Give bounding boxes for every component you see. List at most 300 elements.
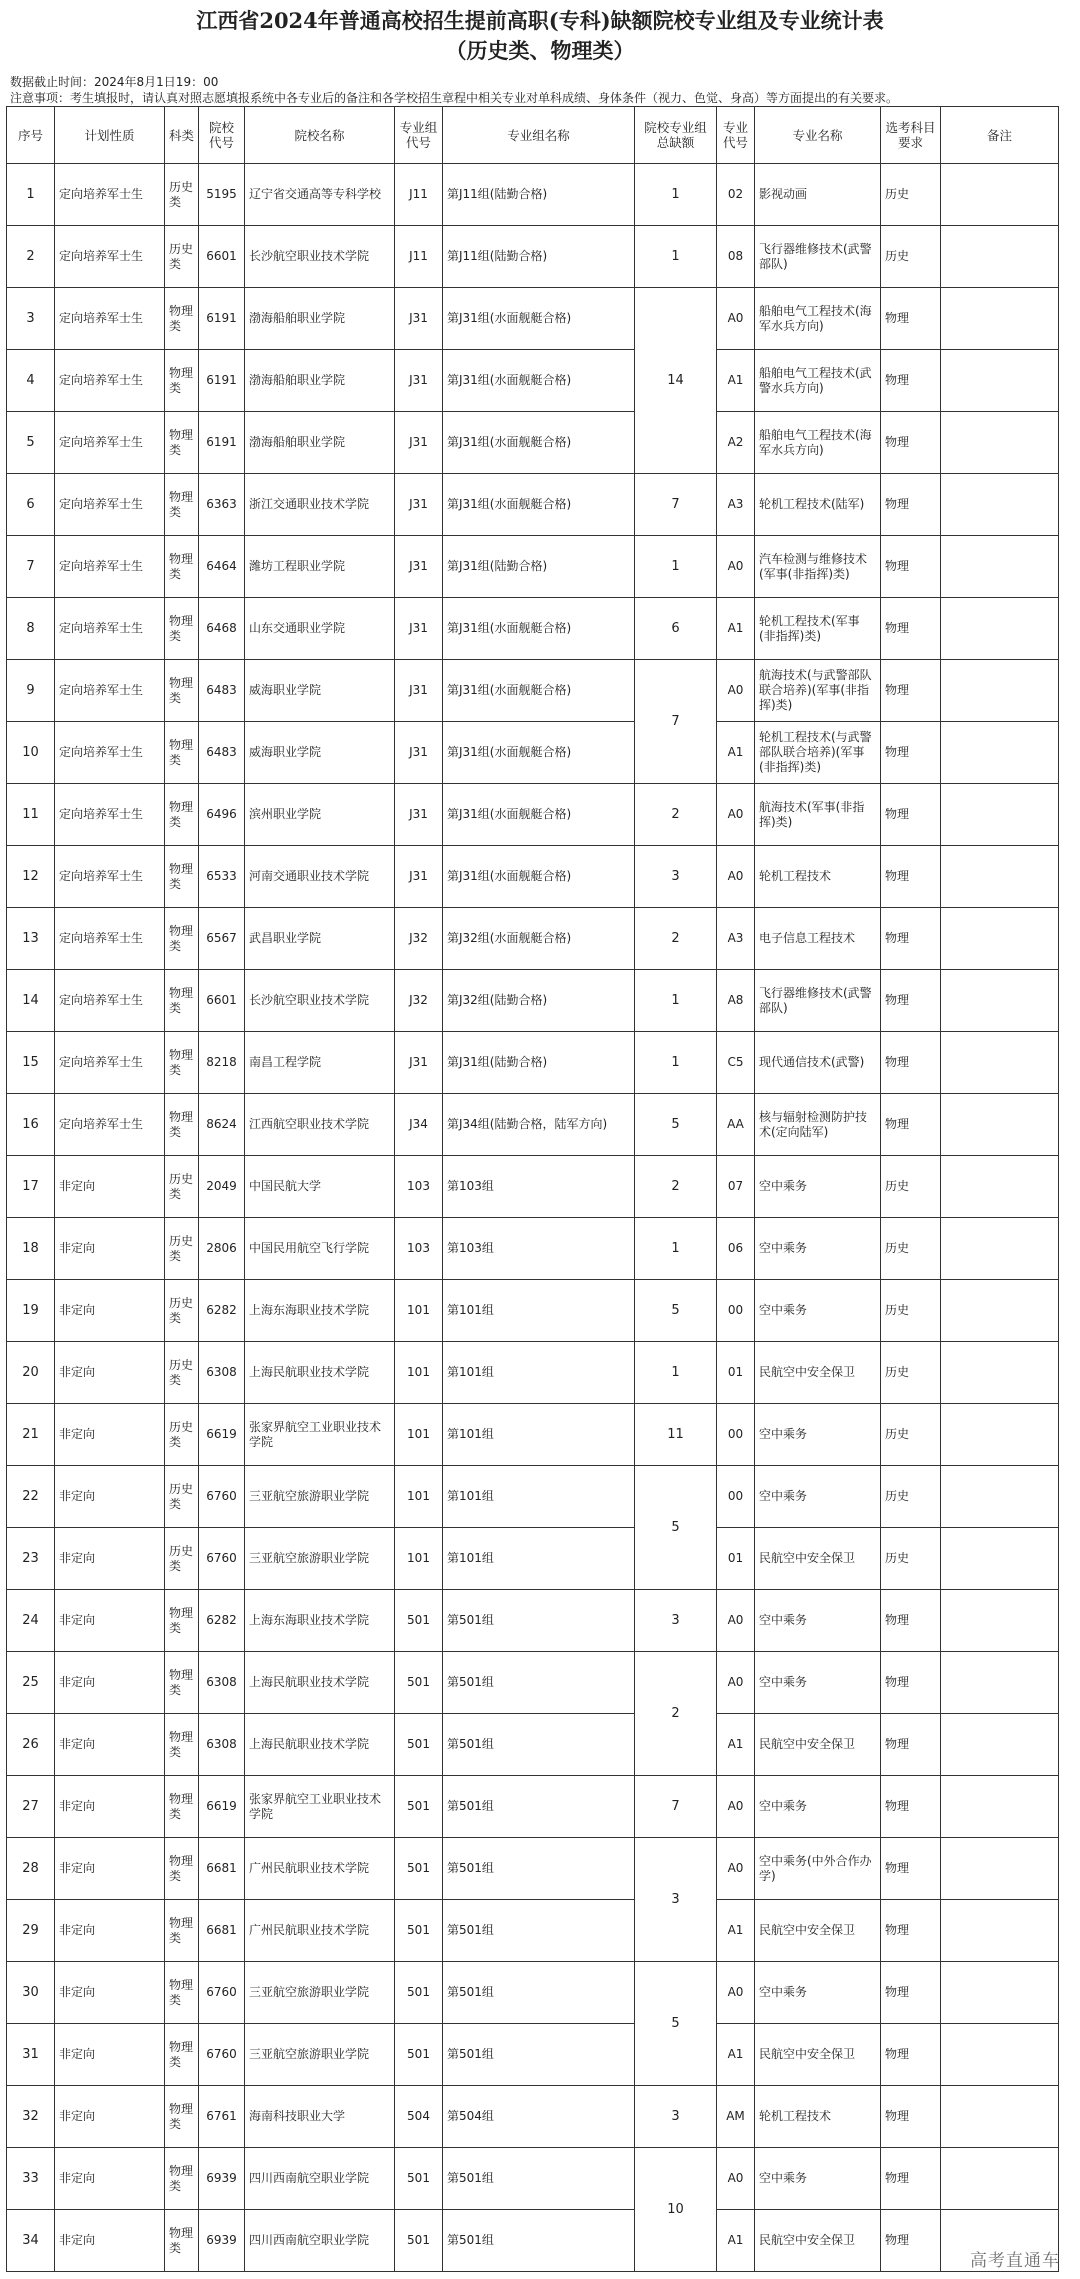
group-vacancy-cell: 6: [635, 598, 717, 660]
group-code-cell: J31: [395, 722, 443, 784]
school-name-cell: 中国民用航空飞行学院: [245, 1218, 395, 1280]
subject-category-cell: 历史类: [165, 1156, 199, 1218]
header-school-code: 院校代号: [199, 107, 245, 164]
major-name-cell: 民航空中安全保卫: [755, 2024, 881, 2086]
school-name-cell: 武昌职业学院: [245, 908, 395, 970]
group-name-cell: 第103组: [443, 1218, 635, 1280]
remarks-cell: [941, 350, 1059, 412]
school-code-cell: 8218: [199, 1032, 245, 1094]
plan-type-cell: 非定向: [55, 1900, 165, 1962]
row-index-cell: 27: [7, 1776, 55, 1838]
group-name-cell: 第501组: [443, 1714, 635, 1776]
major-code-cell: A0: [717, 1962, 755, 2024]
header-group-name: 专业组名称: [443, 107, 635, 164]
header-remarks: 备注: [941, 107, 1059, 164]
major-name-cell: 飞行器维修技术(武警部队): [755, 226, 881, 288]
group-code-cell: J31: [395, 412, 443, 474]
group-name-cell: 第J31组(陆勤合格): [443, 1032, 635, 1094]
subject-requirement-cell: 历史: [881, 1466, 941, 1528]
header-subject-requirement: 选考科目要求: [881, 107, 941, 164]
major-code-cell: A1: [717, 598, 755, 660]
group-code-cell: 101: [395, 1280, 443, 1342]
row-index-cell: 8: [7, 598, 55, 660]
table-row: [7, 2148, 1059, 2210]
school-name-cell: 河南交通职业技术学院: [245, 846, 395, 908]
subject-category-cell: 物理类: [165, 412, 199, 474]
school-name-cell: 山东交通职业学院: [245, 598, 395, 660]
major-code-cell: A0: [717, 846, 755, 908]
major-code-cell: A0: [717, 288, 755, 350]
major-code-cell: A1: [717, 2210, 755, 2272]
row-index-cell: 29: [7, 1900, 55, 1962]
plan-type-cell: 定向培养军士生: [55, 1032, 165, 1094]
subject-category-cell: 物理类: [165, 598, 199, 660]
major-name-cell: 空中乘务: [755, 1280, 881, 1342]
major-name-cell: 空中乘务: [755, 1590, 881, 1652]
major-name-cell: 民航空中安全保卫: [755, 1714, 881, 1776]
subject-requirement-cell: 历史: [881, 164, 941, 226]
major-name-cell: 空中乘务: [755, 1404, 881, 1466]
plan-type-cell: 定向培养军士生: [55, 908, 165, 970]
major-code-cell: A1: [717, 722, 755, 784]
table-row: [7, 598, 1059, 660]
group-vacancy-cell: 5: [635, 1466, 717, 1590]
watermark-text: 高考直通车: [970, 2251, 1060, 2271]
table-row: [7, 722, 1059, 784]
plan-type-cell: 定向培养军士生: [55, 598, 165, 660]
group-code-cell: J31: [395, 784, 443, 846]
title-line-2: （历史类、物理类）: [445, 38, 635, 63]
subject-requirement-cell: 物理: [881, 1714, 941, 1776]
header-subject-category: 科类: [165, 107, 199, 164]
row-index-cell: 31: [7, 2024, 55, 2086]
major-code-cell: 06: [717, 1218, 755, 1280]
plan-type-cell: 非定向: [55, 1652, 165, 1714]
group-vacancy-cell: 1: [635, 536, 717, 598]
table-row: [7, 1156, 1059, 1218]
group-name-cell: 第J11组(陆勤合格): [443, 164, 635, 226]
remarks-cell: [941, 1466, 1059, 1528]
plan-type-cell: 定向培养军士生: [55, 412, 165, 474]
group-name-cell: 第J31组(水面舰艇合格): [443, 660, 635, 722]
major-code-cell: 08: [717, 226, 755, 288]
plan-type-cell: 定向培养军士生: [55, 350, 165, 412]
group-name-cell: 第J11组(陆勤合格): [443, 226, 635, 288]
subject-category-cell: 物理类: [165, 2024, 199, 2086]
major-name-cell: 民航空中安全保卫: [755, 1528, 881, 1590]
subject-requirement-cell: 物理: [881, 1838, 941, 1900]
major-code-cell: A3: [717, 474, 755, 536]
row-index-cell: 33: [7, 2148, 55, 2210]
subject-requirement-cell: 物理: [881, 536, 941, 598]
school-name-cell: 中国民航大学: [245, 1156, 395, 1218]
subject-requirement-cell: 物理: [881, 1776, 941, 1838]
subject-category-cell: 物理类: [165, 970, 199, 1032]
header-group-vacancy: 院校专业组总缺额: [635, 107, 717, 164]
row-index-cell: 34: [7, 2210, 55, 2272]
subject-requirement-cell: 物理: [881, 722, 941, 784]
table-row: [7, 1404, 1059, 1466]
school-name-cell: 三亚航空旅游职业学院: [245, 1528, 395, 1590]
plan-type-cell: 定向培养军士生: [55, 474, 165, 536]
row-index-cell: 5: [7, 412, 55, 474]
school-name-cell: 上海民航职业技术学院: [245, 1652, 395, 1714]
school-code-cell: 6619: [199, 1776, 245, 1838]
subject-requirement-cell: 物理: [881, 1094, 941, 1156]
major-name-cell: 空中乘务: [755, 1776, 881, 1838]
table-row: [7, 1528, 1059, 1590]
row-index-cell: 9: [7, 660, 55, 722]
school-code-cell: 6191: [199, 350, 245, 412]
stats-table: [6, 106, 1059, 2272]
group-vacancy-cell: 1: [635, 226, 717, 288]
group-code-cell: J32: [395, 908, 443, 970]
group-name-cell: 第J32组(陆勤合格): [443, 970, 635, 1032]
group-code-cell: J31: [395, 288, 443, 350]
subject-category-cell: 物理类: [165, 908, 199, 970]
school-name-cell: 上海东海职业技术学院: [245, 1590, 395, 1652]
plan-type-cell: 非定向: [55, 1838, 165, 1900]
remarks-cell: [941, 1590, 1059, 1652]
group-name-cell: 第J31组(水面舰艇合格): [443, 288, 635, 350]
group-code-cell: 103: [395, 1218, 443, 1280]
major-name-cell: 汽车检测与维修技术(军事(非指挥)类): [755, 536, 881, 598]
remarks-cell: [941, 2024, 1059, 2086]
subject-category-cell: 物理类: [165, 1714, 199, 1776]
subject-category-cell: 历史类: [165, 1404, 199, 1466]
group-code-cell: 501: [395, 2210, 443, 2272]
subject-category-cell: 物理类: [165, 1652, 199, 1714]
row-index-cell: 26: [7, 1714, 55, 1776]
plan-type-cell: 非定向: [55, 1342, 165, 1404]
group-vacancy-cell: 3: [635, 2086, 717, 2148]
major-code-cell: A1: [717, 1714, 755, 1776]
school-name-cell: 潍坊工程职业学院: [245, 536, 395, 598]
subject-category-cell: 历史类: [165, 1280, 199, 1342]
school-code-cell: 2049: [199, 1156, 245, 1218]
group-name-cell: 第504组: [443, 2086, 635, 2148]
table-row: [7, 1590, 1059, 1652]
plan-type-cell: 定向培养军士生: [55, 288, 165, 350]
school-code-cell: 6483: [199, 722, 245, 784]
major-name-cell: 空中乘务: [755, 1652, 881, 1714]
table-row: [7, 908, 1059, 970]
school-name-cell: 张家界航空工业职业技术学院: [245, 1776, 395, 1838]
group-vacancy-cell: 2: [635, 908, 717, 970]
subject-requirement-cell: 物理: [881, 288, 941, 350]
plan-type-cell: 非定向: [55, 1590, 165, 1652]
school-code-cell: 6282: [199, 1280, 245, 1342]
group-code-cell: J32: [395, 970, 443, 1032]
school-code-cell: 6191: [199, 288, 245, 350]
plan-type-cell: 定向培养军士生: [55, 846, 165, 908]
school-code-cell: 6308: [199, 1714, 245, 1776]
remarks-cell: [941, 1156, 1059, 1218]
major-code-cell: AA: [717, 1094, 755, 1156]
subject-requirement-cell: 物理: [881, 2024, 941, 2086]
remarks-cell: [941, 1714, 1059, 1776]
major-name-cell: 民航空中安全保卫: [755, 1342, 881, 1404]
row-index-cell: 1: [7, 164, 55, 226]
group-code-cell: 501: [395, 2024, 443, 2086]
subject-requirement-cell: 历史: [881, 1404, 941, 1466]
school-name-cell: 滨州职业学院: [245, 784, 395, 846]
table-row: [7, 288, 1059, 350]
row-index-cell: 20: [7, 1342, 55, 1404]
subject-requirement-cell: 物理: [881, 2086, 941, 2148]
subject-category-cell: 物理类: [165, 288, 199, 350]
page-title: [0, 6, 1080, 66]
group-code-cell: 504: [395, 2086, 443, 2148]
group-code-cell: 501: [395, 1652, 443, 1714]
major-name-cell: 民航空中安全保卫: [755, 1900, 881, 1962]
major-code-cell: A0: [717, 1590, 755, 1652]
subject-requirement-cell: 物理: [881, 1962, 941, 2024]
notice-text: 注意事项：考生填报时，请认真对照志愿填报系统中各专业后的备注和各学校招生章程中相关专业对单科成绩、身体条件（视力、色觉、身高）等方面提出的有关要求。: [10, 91, 899, 105]
group-code-cell: 101: [395, 1404, 443, 1466]
group-code-cell: 501: [395, 1838, 443, 1900]
title-line-1: 江西省2024年普通高校招生提前高职(专科)缺额院校专业组及专业统计表: [196, 8, 884, 33]
school-code-cell: 6308: [199, 1652, 245, 1714]
major-code-cell: A1: [717, 350, 755, 412]
row-index-cell: 3: [7, 288, 55, 350]
subject-category-cell: 物理类: [165, 1590, 199, 1652]
group-code-cell: J31: [395, 598, 443, 660]
plan-type-cell: 非定向: [55, 1404, 165, 1466]
row-index-cell: 16: [7, 1094, 55, 1156]
remarks-cell: [941, 1776, 1059, 1838]
major-name-cell: 轮机工程技术: [755, 846, 881, 908]
table-row: [7, 164, 1059, 226]
row-index-cell: 25: [7, 1652, 55, 1714]
school-name-cell: 威海职业学院: [245, 722, 395, 784]
group-vacancy-cell: 3: [635, 1590, 717, 1652]
group-vacancy-cell: 14: [635, 288, 717, 474]
group-vacancy-cell: 5: [635, 1962, 717, 2086]
school-name-cell: 四川西南航空职业学院: [245, 2148, 395, 2210]
subject-requirement-cell: 历史: [881, 1280, 941, 1342]
data-cutoff-text: 数据截止时间：2024年8月1日19：00: [10, 75, 219, 89]
school-name-cell: 三亚航空旅游职业学院: [245, 1466, 395, 1528]
group-name-cell: 第103组: [443, 1156, 635, 1218]
group-vacancy-cell: 7: [635, 660, 717, 784]
subject-requirement-cell: 物理: [881, 660, 941, 722]
table-row: [7, 1714, 1059, 1776]
table-header-row: [7, 107, 1059, 164]
remarks-cell: [941, 1218, 1059, 1280]
school-name-cell: 渤海船舶职业学院: [245, 412, 395, 474]
subject-requirement-cell: 物理: [881, 1900, 941, 1962]
plan-type-cell: 非定向: [55, 2024, 165, 2086]
group-vacancy-cell: 7: [635, 474, 717, 536]
group-code-cell: J31: [395, 474, 443, 536]
subject-category-cell: 物理类: [165, 536, 199, 598]
header-major-code: 专业代号: [717, 107, 755, 164]
school-code-cell: 6760: [199, 1466, 245, 1528]
school-code-cell: 6464: [199, 536, 245, 598]
subject-requirement-cell: 物理: [881, 474, 941, 536]
subject-category-cell: 物理类: [165, 2210, 199, 2272]
group-code-cell: 101: [395, 1342, 443, 1404]
school-code-cell: 6601: [199, 970, 245, 1032]
school-name-cell: 四川西南航空职业学院: [245, 2210, 395, 2272]
school-name-cell: 广州民航职业技术学院: [245, 1900, 395, 1962]
plan-type-cell: 非定向: [55, 1714, 165, 1776]
table-row: [7, 350, 1059, 412]
major-name-cell: 现代通信技术(武警): [755, 1032, 881, 1094]
subject-category-cell: 历史类: [165, 164, 199, 226]
group-name-cell: 第J31组(水面舰艇合格): [443, 722, 635, 784]
school-code-cell: 6619: [199, 1404, 245, 1466]
group-code-cell: 501: [395, 2148, 443, 2210]
group-name-cell: 第501组: [443, 2024, 635, 2086]
header-major-name: 专业名称: [755, 107, 881, 164]
school-name-cell: 长沙航空职业技术学院: [245, 226, 395, 288]
school-code-cell: 6308: [199, 1342, 245, 1404]
school-code-cell: 6760: [199, 2024, 245, 2086]
table-row: [7, 1218, 1059, 1280]
subject-requirement-cell: 物理: [881, 784, 941, 846]
school-name-cell: 长沙航空职业技术学院: [245, 970, 395, 1032]
school-name-cell: 江西航空职业技术学院: [245, 1094, 395, 1156]
school-name-cell: 张家界航空工业职业技术学院: [245, 1404, 395, 1466]
plan-type-cell: 非定向: [55, 1280, 165, 1342]
group-code-cell: J31: [395, 660, 443, 722]
major-name-cell: 空中乘务(中外合作办学): [755, 1838, 881, 1900]
school-code-cell: 5195: [199, 164, 245, 226]
major-code-cell: A0: [717, 536, 755, 598]
row-index-cell: 7: [7, 536, 55, 598]
subject-requirement-cell: 物理: [881, 1032, 941, 1094]
group-vacancy-cell: 3: [635, 1838, 717, 1962]
school-code-cell: 6191: [199, 412, 245, 474]
subject-category-cell: 物理类: [165, 722, 199, 784]
group-vacancy-cell: 1: [635, 1032, 717, 1094]
subject-requirement-cell: 历史: [881, 226, 941, 288]
school-code-cell: 8624: [199, 1094, 245, 1156]
subject-category-cell: 物理类: [165, 784, 199, 846]
group-name-cell: 第101组: [443, 1404, 635, 1466]
major-name-cell: 轮机工程技术: [755, 2086, 881, 2148]
row-index-cell: 6: [7, 474, 55, 536]
major-code-cell: AM: [717, 2086, 755, 2148]
group-name-cell: 第J32组(水面舰艇合格): [443, 908, 635, 970]
group-name-cell: 第101组: [443, 1342, 635, 1404]
school-code-cell: 6363: [199, 474, 245, 536]
remarks-cell: [941, 1280, 1059, 1342]
row-index-cell: 17: [7, 1156, 55, 1218]
school-code-cell: 6533: [199, 846, 245, 908]
group-code-cell: 501: [395, 1900, 443, 1962]
remarks-cell: [941, 1962, 1059, 2024]
remarks-cell: [941, 908, 1059, 970]
group-vacancy-cell: 2: [635, 1156, 717, 1218]
group-name-cell: 第501组: [443, 1776, 635, 1838]
subject-requirement-cell: 物理: [881, 970, 941, 1032]
table-row: [7, 1094, 1059, 1156]
subject-category-cell: 物理类: [165, 2086, 199, 2148]
subject-requirement-cell: 物理: [881, 598, 941, 660]
major-name-cell: 船舶电气工程技术(海军水兵方向): [755, 412, 881, 474]
subject-category-cell: 历史类: [165, 1342, 199, 1404]
group-name-cell: 第101组: [443, 1528, 635, 1590]
group-vacancy-cell: 1: [635, 1218, 717, 1280]
group-code-cell: J34: [395, 1094, 443, 1156]
major-code-cell: A2: [717, 412, 755, 474]
school-name-cell: 上海东海职业技术学院: [245, 1280, 395, 1342]
subject-category-cell: 物理类: [165, 1094, 199, 1156]
school-code-cell: 6496: [199, 784, 245, 846]
major-name-cell: 轮机工程技术(与武警部队联合培养)(军事(非指挥)类): [755, 722, 881, 784]
major-code-cell: 00: [717, 1466, 755, 1528]
group-vacancy-cell: 3: [635, 846, 717, 908]
subject-category-cell: 物理类: [165, 660, 199, 722]
plan-type-cell: 非定向: [55, 2210, 165, 2272]
group-name-cell: 第J31组(陆勤合格): [443, 536, 635, 598]
subject-category-cell: 历史类: [165, 1528, 199, 1590]
group-code-cell: 101: [395, 1466, 443, 1528]
major-name-cell: 民航空中安全保卫: [755, 2210, 881, 2272]
table-row: [7, 226, 1059, 288]
header-plan-type: 计划性质: [55, 107, 165, 164]
plan-type-cell: 非定向: [55, 2086, 165, 2148]
row-index-cell: 32: [7, 2086, 55, 2148]
major-code-cell: A8: [717, 970, 755, 1032]
subject-category-cell: 物理类: [165, 1900, 199, 1962]
row-index-cell: 19: [7, 1280, 55, 1342]
table-row: [7, 1032, 1059, 1094]
group-code-cell: J31: [395, 846, 443, 908]
group-name-cell: 第J31组(水面舰艇合格): [443, 474, 635, 536]
remarks-cell: [941, 598, 1059, 660]
group-code-cell: J11: [395, 226, 443, 288]
school-name-cell: 三亚航空旅游职业学院: [245, 2024, 395, 2086]
table-row: [7, 1962, 1059, 2024]
row-index-cell: 4: [7, 350, 55, 412]
major-name-cell: 空中乘务: [755, 1466, 881, 1528]
table-row: [7, 536, 1059, 598]
school-code-cell: 2806: [199, 1218, 245, 1280]
group-name-cell: 第501组: [443, 2210, 635, 2272]
row-index-cell: 2: [7, 226, 55, 288]
subject-requirement-cell: 历史: [881, 1218, 941, 1280]
group-code-cell: 501: [395, 1962, 443, 2024]
school-name-cell: 三亚航空旅游职业学院: [245, 1962, 395, 2024]
major-name-cell: 飞行器维修技术(武警部队): [755, 970, 881, 1032]
remarks-cell: [941, 784, 1059, 846]
plan-type-cell: 定向培养军士生: [55, 226, 165, 288]
group-name-cell: 第J31组(水面舰艇合格): [443, 846, 635, 908]
row-index-cell: 18: [7, 1218, 55, 1280]
school-code-cell: 6939: [199, 2148, 245, 2210]
remarks-cell: [941, 226, 1059, 288]
header-school-name: 院校名称: [245, 107, 395, 164]
group-name-cell: 第J31组(水面舰艇合格): [443, 350, 635, 412]
major-code-cell: 01: [717, 1342, 755, 1404]
subject-requirement-cell: 物理: [881, 350, 941, 412]
subject-requirement-cell: 历史: [881, 1156, 941, 1218]
group-name-cell: 第501组: [443, 1900, 635, 1962]
table-row: [7, 660, 1059, 722]
group-code-cell: 501: [395, 1590, 443, 1652]
major-code-cell: 00: [717, 1280, 755, 1342]
remarks-cell: [941, 846, 1059, 908]
major-code-cell: A0: [717, 2148, 755, 2210]
group-code-cell: J31: [395, 350, 443, 412]
school-code-cell: 6760: [199, 1528, 245, 1590]
school-code-cell: 6681: [199, 1900, 245, 1962]
school-name-cell: 威海职业学院: [245, 660, 395, 722]
